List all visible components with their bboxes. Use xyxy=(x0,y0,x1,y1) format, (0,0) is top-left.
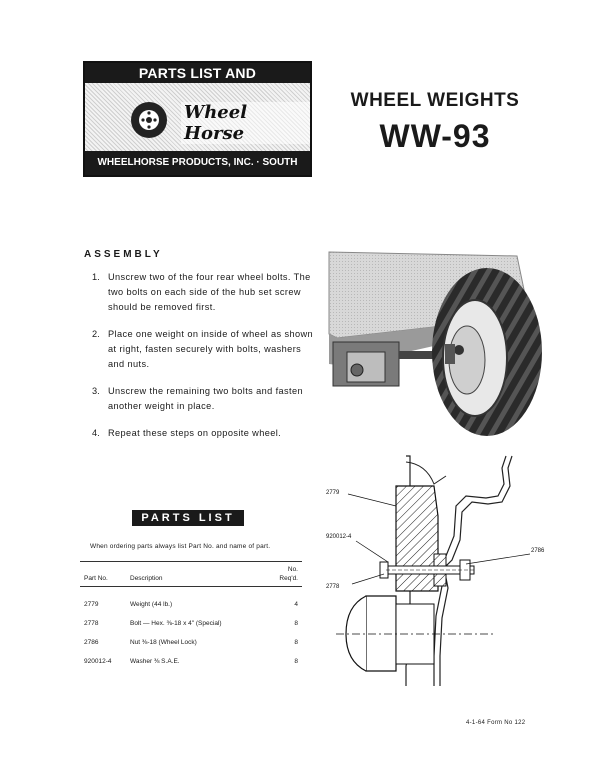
ordering-note: When ordering parts always list Part No. and name of part. xyxy=(90,543,271,550)
form-number: 4-1-64 Form No 122 xyxy=(466,720,526,726)
step-text: Unscrew the remaining two bolts and fasten another weight in place. xyxy=(108,386,304,411)
cross-section-diagram xyxy=(326,456,550,686)
product-code: WW-93 xyxy=(379,118,491,154)
column-header-part-no: Part No. xyxy=(80,562,126,587)
step-text: Unscrew two of the four rear wheel bolts. The two bolts on each side of the hub set screw should be removed first. xyxy=(108,272,311,312)
table-row xyxy=(80,614,302,633)
banner-title: PARTS LIST AND xyxy=(85,63,310,83)
parts-list-heading: PARTS LIST xyxy=(132,510,244,526)
logo-area xyxy=(85,83,310,153)
step-number: 1. xyxy=(92,272,100,282)
step-number: 4. xyxy=(92,428,100,438)
header-banner xyxy=(83,61,312,192)
product-title: WHEEL WEIGHTS xyxy=(350,90,520,111)
table-row xyxy=(80,633,302,652)
diagram-label-nut: 2786 xyxy=(531,548,545,554)
part-number: 920012-4 xyxy=(84,658,112,665)
parts-table xyxy=(80,561,302,671)
part-description: Nut ⅜-18 (Wheel Lock) xyxy=(130,639,197,646)
part-number: 2778 xyxy=(84,620,99,627)
tractor-wheel-photo xyxy=(327,234,543,434)
assembly-step xyxy=(92,270,314,315)
table-row xyxy=(80,595,302,614)
part-description: Washer ⅜ S.A.E. xyxy=(130,658,180,665)
column-header-qty: No. Req'd. xyxy=(268,562,302,587)
brand-logo-text: Wheel Horse xyxy=(181,102,310,144)
part-number: 2779 xyxy=(84,601,99,608)
company-line: WHEELHORSE PRODUCTS, INC. · SOUTH BEND, IND. xyxy=(85,151,310,175)
diagram-label-bolt: 2778 xyxy=(326,584,340,590)
wheel-logo-icon xyxy=(129,100,169,140)
part-qty: 8 xyxy=(294,658,298,665)
step-number: 2. xyxy=(92,329,100,339)
diagram-label-weight: 2779 xyxy=(326,490,340,496)
table-header-row xyxy=(80,562,302,587)
column-header-description: Description xyxy=(126,562,268,587)
step-text: Place one weight on inside of wheel as shown at right, fasten securely with bolts, washers and nuts. xyxy=(108,329,314,369)
diagram-label-washer: 920012-4 xyxy=(326,534,352,540)
step-text: Repeat these steps on opposite wheel. xyxy=(108,428,282,438)
step-number: 3. xyxy=(92,386,100,396)
part-number: 2786 xyxy=(84,639,99,646)
assembly-heading: ASSEMBLY xyxy=(84,249,163,260)
part-qty: 8 xyxy=(294,620,298,627)
part-description: Weight (44 lb.) xyxy=(130,601,173,608)
part-qty: 8 xyxy=(294,639,298,646)
assembly-step xyxy=(92,327,314,372)
assembly-step xyxy=(92,426,314,441)
part-qty: 4 xyxy=(294,601,298,608)
part-description: Bolt — Hex. ⅜-18 x 4" (Special) xyxy=(130,620,222,627)
assembly-step xyxy=(92,384,314,414)
table-row xyxy=(80,652,302,671)
